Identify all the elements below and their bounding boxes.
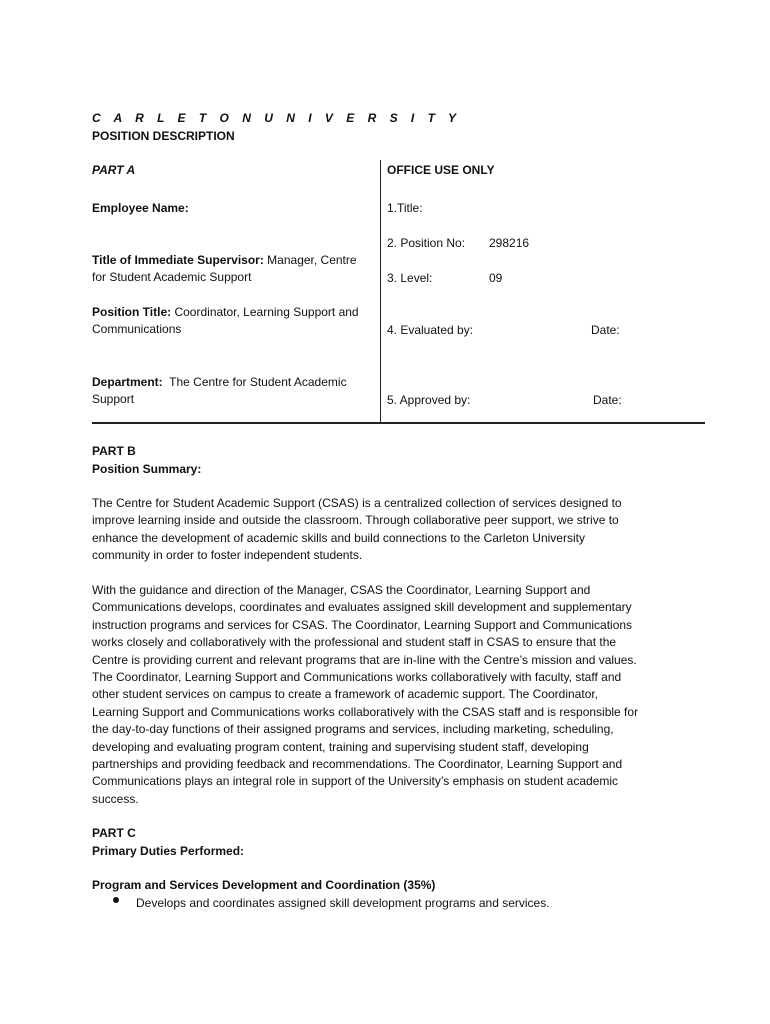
summary-paragraph-1 — [92, 495, 682, 565]
position-title-label: Position Title: — [92, 305, 172, 319]
paragraph-line: improve learning inside and outside the classroom. Through collaborative peer support, we strive to — [92, 513, 619, 528]
paragraph-line: instruction programs and services for CSAS. The Coordinator, Learning Support and Communications — [92, 617, 633, 632]
paragraph-line: community in order to foster independent students. — [92, 548, 363, 563]
supervisor-label: Title of Immediate Supervisor: — [92, 253, 264, 267]
bullet-icon — [113, 897, 119, 903]
paragraph-line: works closely and collaboratively with the professional and student staff in CSAS to ensure that the — [92, 635, 617, 650]
position-number-label: 2. Position No: — [387, 236, 466, 250]
university-name: C A R L E T O N U N I V E R S I T Y — [92, 111, 462, 125]
department-field — [92, 374, 377, 409]
column-divider — [380, 160, 381, 424]
part-c-heading: PART C — [92, 826, 136, 840]
level-value: 09 — [489, 271, 503, 285]
level-label: 3. Level: — [387, 271, 433, 285]
paragraph-line: partnerships and providing feedback and recommendations. The Coordinator, Learning Support and — [92, 757, 623, 772]
office-use-heading: OFFICE USE ONLY — [387, 163, 495, 177]
section-divider — [92, 422, 705, 424]
paragraph-line: Learning Support and Communications works collaboratively with the CSAS staff and is responsible for — [92, 704, 639, 719]
paragraph-line: other student services on campus to create a framework of academic support. The Coordinator, — [92, 687, 599, 702]
evaluated-by-label: 4. Evaluated by: — [387, 323, 474, 337]
paragraph-line: success. — [92, 791, 139, 806]
part-b-heading: PART B — [92, 444, 136, 458]
office-title-label: 1.Title: — [387, 201, 423, 215]
approved-date-label: Date: — [593, 393, 622, 407]
paragraph-line: The Coordinator, Learning Support and Communications works collaboratively with faculty, staff and — [92, 670, 622, 685]
paragraph-line: The Centre for Student Academic Support (CSAS) is a centralized collection of services designed to — [92, 496, 622, 510]
paragraph-line: Communications plays an integral role in support of the University’s emphasis on student academic — [92, 774, 619, 789]
duty-bullet-item: Develops and coordinates assigned skill development programs and services. — [136, 896, 550, 910]
position-title-value-line2: Communications — [92, 322, 182, 337]
summary-paragraph-2 — [92, 582, 682, 808]
employee-name-label: Employee Name: — [92, 201, 189, 215]
supervisor-value-line2: for Student Academic Support — [92, 270, 252, 285]
department-label: Department: — [92, 375, 163, 389]
paragraph-line: enhance the development of academic skills and build connections to the Carleton University — [92, 530, 585, 545]
position-number-value: 298216 — [489, 236, 530, 250]
paragraph-line: Centre is providing current and relevant programs that are in-line with the Centre’s mission and values. — [92, 652, 637, 667]
position-title-value-line1: Coordinator, Learning Support and — [174, 305, 359, 319]
document-title: POSITION DESCRIPTION — [92, 129, 235, 143]
department-value-line2: Support — [92, 392, 135, 407]
supervisor-field — [92, 252, 377, 287]
department-value-line1: The Centre for Student Academic — [169, 375, 347, 389]
primary-duties-heading: Primary Duties Performed: — [92, 844, 245, 858]
part-a-heading: PART A — [92, 163, 136, 177]
position-title-field — [92, 304, 377, 339]
paragraph-line: the day-to-day functions of their assigned programs and services, including marketing, scheduling, — [92, 722, 614, 737]
program-services-heading: Program and Services Development and Coordination (35%) — [92, 878, 436, 892]
supervisor-value-line1: Manager, Centre — [267, 253, 357, 267]
paragraph-line: Communications develops, coordinates and evaluates assigned skill development and supplementary — [92, 600, 632, 615]
approved-by-label: 5. Approved by: — [387, 393, 471, 407]
position-summary-heading: Position Summary: — [92, 462, 202, 476]
paragraph-line: developing and evaluating program content, training and supervising student staff, developing — [92, 739, 589, 754]
evaluated-date-label: Date: — [591, 323, 620, 337]
paragraph-line: With the guidance and direction of the Manager, CSAS the Coordinator, Learning Support and — [92, 583, 591, 597]
